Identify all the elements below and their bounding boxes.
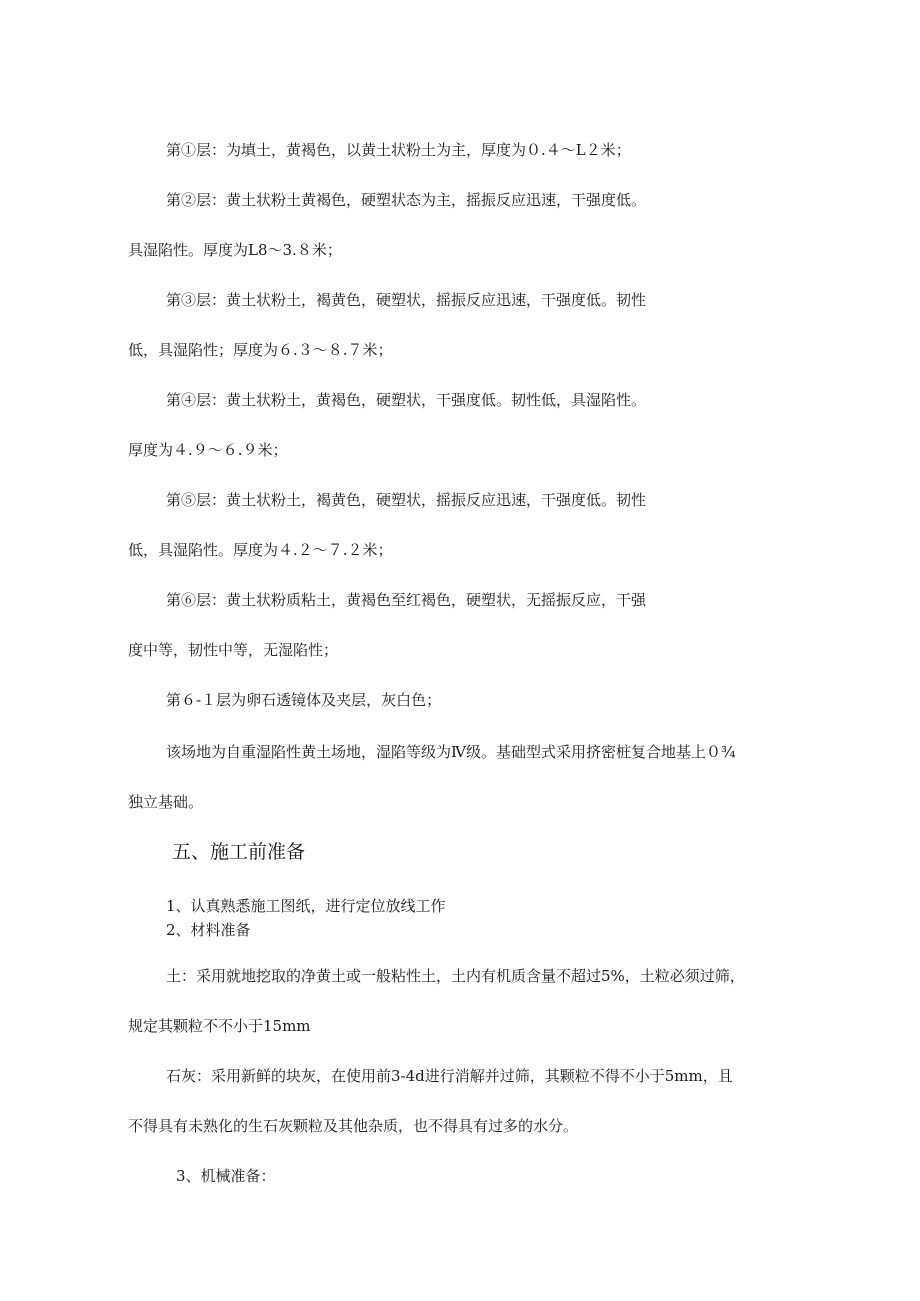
layer-2-text: 第②层：黄土状粉土黄褐色，硬塑状态为主，摇振反应迅速，干强度低。 [166,191,647,209]
lime-material-continuation: 不得具有未熟化的生石灰颗粒及其他杂质，也不得具有过多的水分。 [128,1117,579,1135]
layer-3-continuation: 低，具湿陷性；厚度为６.３～８.７米； [128,341,393,359]
section-5-heading: 五、施工前准备 [172,841,306,863]
soil-material-continuation: 规定其颗粒不不小于15mm [128,1017,311,1035]
site-description: 该场地为自重湿陷性黄土场地，湿陷等级为Ⅳ级。基础型式采用挤密桩复合地基上０¾ [166,743,736,761]
layer-5-continuation: 低，具湿陷性。厚度为４.２～７.２米； [128,541,393,559]
soil-material-text: 土：采用就地挖取的净黄土或一般粘性土，土内有机质含量不超过5%，土粒必须过筛， [166,967,745,985]
lime-material-text: 石灰：采用新鲜的块灰，在使用前3-4d进行消解并过筛，其颗粒不得不小于5mm，且 [166,1067,733,1085]
layer-1-text: 第①层：为填土，黄褐色，以黄土状粉土为主，厚度为０.４～L２米； [166,141,631,159]
layer-3-text: 第③层：黄土状粉土，褐黄色，硬塑状，摇振反应迅速，干强度低。韧性 [166,291,647,309]
site-description-continuation: 独立基础。 [128,793,204,811]
prep-item-2: 2、材料准备 [166,921,251,939]
layer-2-continuation: 具湿陷性。厚度为L8～3.８米； [128,241,342,259]
layer-6-text: 第⑥层：黄土状粉质粘土，黄褐色至红褐色，硬塑状，无摇振反应，干强 [166,591,647,609]
prep-item-3: 3、机械准备： [176,1167,276,1185]
layer-5-text: 第⑤层：黄土状粉土，褐黄色，硬塑状，摇振反应迅速，干强度低。韧性 [166,491,647,509]
prep-item-1: 1、认真熟悉施工图纸，进行定位放线工作 [166,897,446,915]
layer-6-continuation: 度中等，韧性中等，无湿陷性； [128,641,339,659]
layer-6-1-text: 第６-１层为卵石透镜体及夹层，灰白色； [166,691,442,709]
layer-4-text: 第④层：黄土状粉土，黄褐色，硬塑状，干强度低。韧性低，具湿陷性。 [166,391,647,409]
layer-4-continuation: 厚度为４.９～６.９米； [128,441,288,459]
